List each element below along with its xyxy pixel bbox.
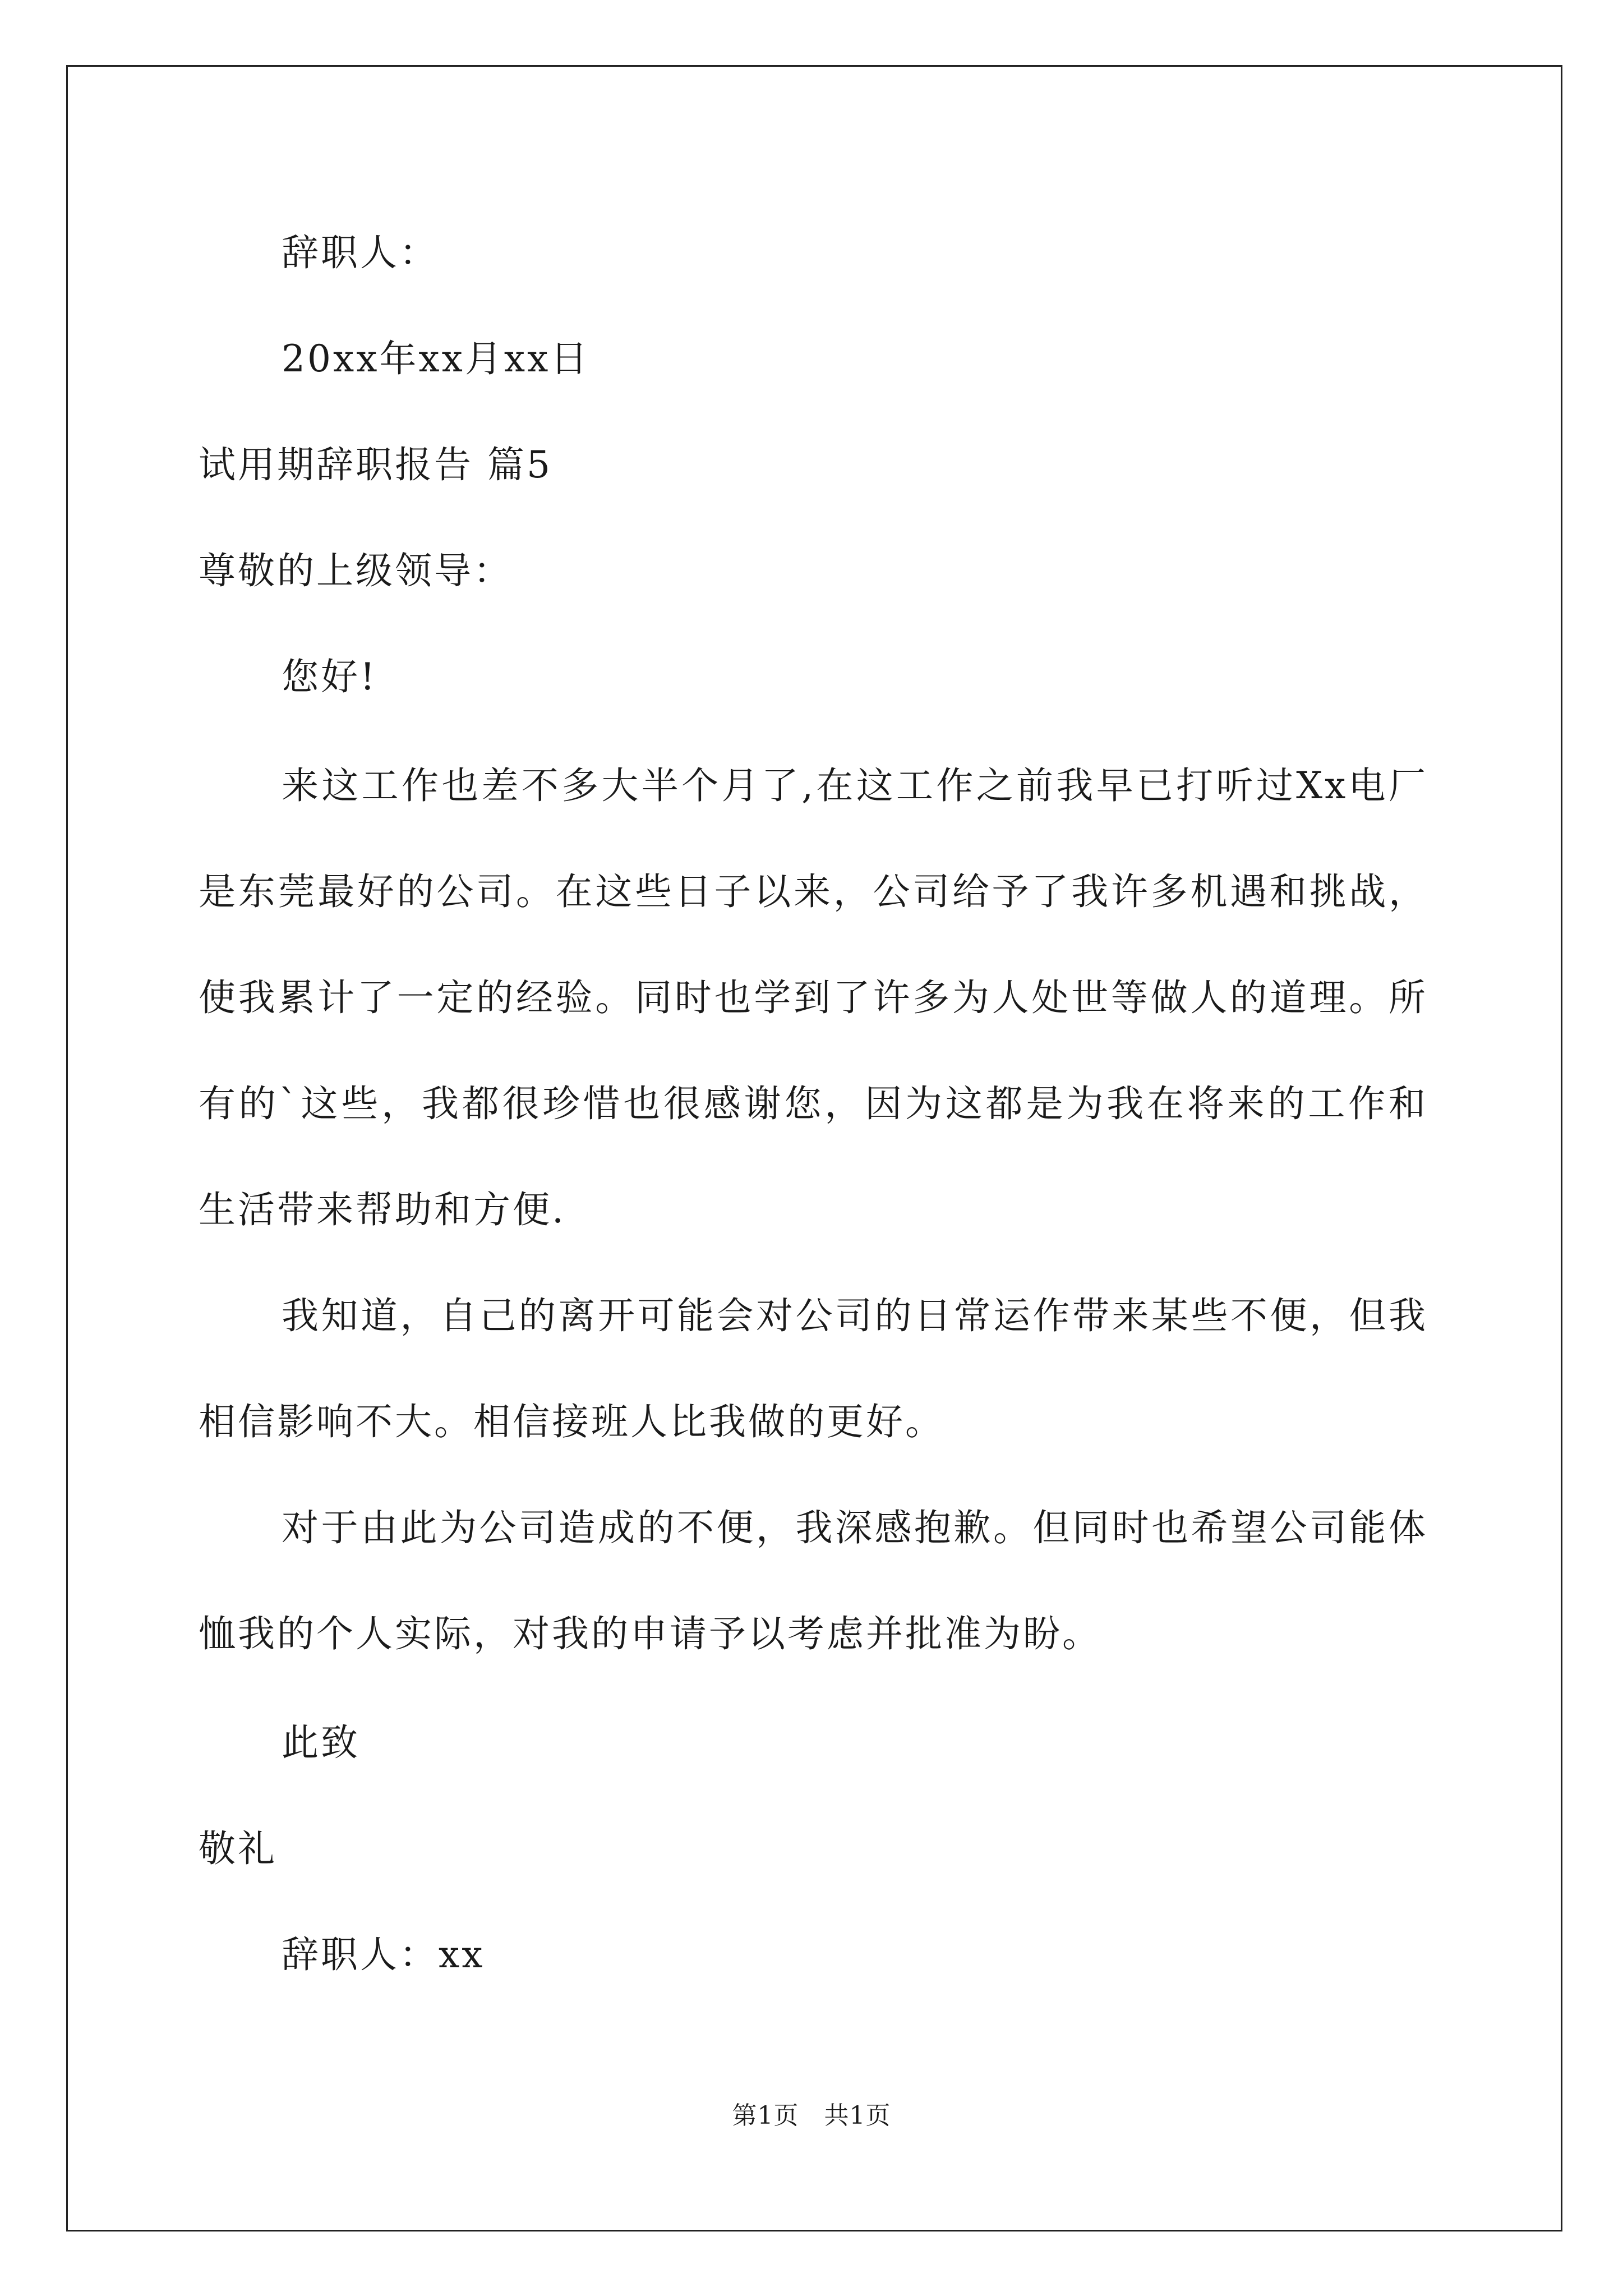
closing-salutation: 此致	[282, 1721, 360, 1764]
closing-regards: 敬礼	[199, 1827, 277, 1870]
document-heading: 试用期辞职报告 篇5	[199, 443, 552, 486]
paragraph-3: 对于由此为公司造成的不便，我深感抱歉。但同时也希望公司能体恤我的个人实际，对我的申请予以考虑并批准为盼。	[199, 1506, 1428, 1655]
top-signature: 辞职人：	[282, 231, 439, 274]
top-date: 20xx年xx月xx日	[282, 337, 590, 380]
page-number-footer: 第1页 共1页	[732, 2101, 891, 2130]
salutation: 尊敬的上级领导：	[199, 549, 513, 592]
paragraph-1: 来这工作也差不多大半个月了,在这工作之前我早已打听过Xx电厂是东莞最好的公司。在这些日子以来，公司给予了我许多机遇和挑战，使我累计了一定的经验。同时也学到了许多为人处世等做人的道理。所有的`这些，我都很珍惜也很感谢您，因为这都是为我在将来的工作和生活带来帮助和方便.	[199, 764, 1428, 1231]
signature: 辞职人：xx	[282, 1933, 485, 1976]
greeting: 您好!	[282, 655, 377, 698]
paragraph-2: 我知道，自己的离开可能会对公司的日常运作带来某些不便，但我相信影响不大。相信接班人比我做的更好。	[199, 1294, 1428, 1443]
